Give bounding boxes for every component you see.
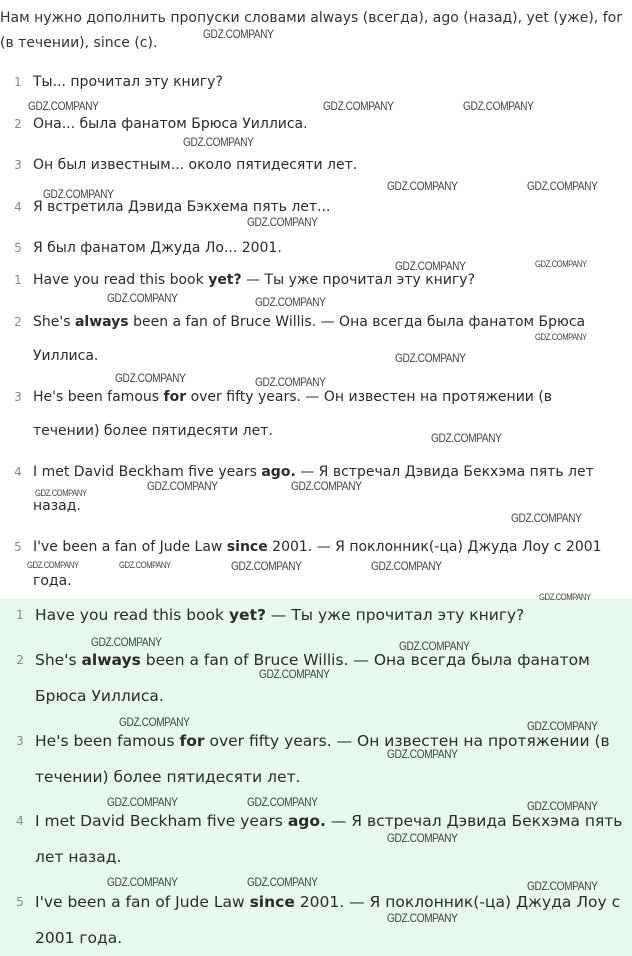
item-number: 3 — [14, 390, 22, 404]
watermark: GDZ.COMPANY — [511, 511, 582, 525]
answer-item — [0, 884, 630, 956]
answer-text: She's always been a fan of Bruce Willis. — Она всегда была фанатом Брюса Уиллиса. — [35, 651, 590, 705]
watermark: GDZ.COMPANY — [119, 715, 190, 729]
answer-item — [0, 803, 630, 875]
item-number: 2 — [16, 653, 24, 667]
watermark: GDZ.COMPANY — [527, 879, 598, 893]
watermark: GDZ.COMPANY — [535, 259, 587, 269]
watermark: GDZ.COMPANY — [107, 875, 178, 889]
item-number: 4 — [16, 814, 24, 828]
watermark: GDZ.COMPANY — [119, 560, 171, 570]
answer-keyword: ago. — [261, 464, 296, 480]
question-item — [0, 156, 630, 174]
answer-keyword: since — [249, 893, 295, 911]
watermark: GDZ.COMPANY — [43, 187, 114, 201]
question-item — [0, 115, 630, 133]
watermark: GDZ.COMPANY — [28, 99, 99, 113]
answer-item — [0, 380, 630, 448]
watermark: GDZ.COMPANY — [255, 375, 326, 389]
item-number: 5 — [14, 540, 22, 554]
question-text: Я встретила Дэвида Бэкхема пять лет... — [33, 199, 331, 215]
watermark: GDZ.COMPANY — [431, 431, 502, 445]
question-text: Я был фанатом Джуда Ло... 2001. — [33, 240, 282, 256]
watermark: GDZ.COMPANY — [387, 831, 458, 845]
question-item — [0, 239, 630, 257]
watermark: GDZ.COMPANY — [183, 135, 254, 149]
answer-keyword: since — [226, 539, 268, 555]
item-number: 2 — [14, 315, 22, 329]
watermark: GDZ.COMPANY — [395, 351, 466, 365]
answer-item — [0, 723, 630, 795]
watermark: GDZ.COMPANY — [399, 639, 470, 653]
answer-text: Have you read this book yet? — Ты уже прочитал эту книгу? — [35, 606, 525, 624]
item-number: 3 — [14, 158, 22, 172]
answer-keyword: for — [163, 389, 187, 405]
item-number: 2 — [14, 117, 22, 131]
answer-keyword: yet? — [228, 606, 266, 624]
watermark: GDZ.COMPANY — [115, 371, 186, 385]
item-number: 4 — [14, 465, 22, 479]
answer-text: I met David Beckham five years ago. — Я встречал Дэвида Бекхэма пять лет назад. — [35, 812, 623, 866]
answer-item — [0, 597, 630, 633]
watermark: GDZ.COMPANY — [387, 179, 458, 193]
watermark: GDZ.COMPANY — [231, 559, 302, 573]
answer-text: He's been famous for over fifty years. — Он известен на протяжении (в течении) более пятидесяти лет. — [33, 389, 553, 439]
watermark: GDZ.COMPANY — [387, 747, 458, 761]
item-number: 1 — [16, 608, 24, 622]
item-number: 1 — [14, 75, 22, 89]
answer-text: I met David Beckham five years ago. — Я встречал Дэвида Бекхэма пять лет назад. — [33, 464, 594, 514]
item-number: 4 — [14, 200, 22, 214]
watermark: GDZ.COMPANY — [371, 559, 442, 573]
watermark: GDZ.COMPANY — [259, 667, 330, 681]
answer-text: I've been a fan of Jude Law since 2001. — Я поклонник(-ца) Джуда Лоу с 2001 года. — [35, 893, 621, 947]
watermark: GDZ.COMPANY — [107, 291, 178, 305]
watermark: GDZ.COMPANY — [527, 719, 598, 733]
watermark: GDZ.COMPANY — [535, 332, 587, 342]
watermark: GDZ.COMPANY — [527, 179, 598, 193]
question-text: Ты... прочитал эту книгу? — [33, 74, 223, 90]
answer-text: He's been famous for over fifty years. — Он известен на протяжении (в течении) более пятидесяти лет. — [35, 732, 610, 786]
item-number: 3 — [16, 734, 24, 748]
watermark: GDZ.COMPANY — [323, 99, 394, 113]
watermark: GDZ.COMPANY — [395, 259, 466, 273]
watermark: GDZ.COMPANY — [203, 27, 274, 41]
watermark: GDZ.COMPANY — [35, 488, 87, 498]
answer-text: Have you read this book yet? — Ты уже прочитал эту книгу? — [33, 272, 476, 288]
watermark: GDZ.COMPANY — [539, 592, 591, 602]
answer-keyword: always — [81, 651, 141, 669]
answer-text: I've been a fan of Jude Law since 2001. — Я поклонник(-ца) Джуда Лоу с 2001 года. — [33, 539, 602, 589]
watermark: GDZ.COMPANY — [387, 911, 458, 925]
answer-keyword: for — [179, 732, 205, 750]
item-number: 5 — [14, 241, 22, 255]
watermark: GDZ.COMPANY — [255, 295, 326, 309]
question-text: Она... была фанатом Брюса Уиллиса. — [33, 116, 308, 132]
watermark: GDZ.COMPANY — [147, 479, 218, 493]
answer-keyword: yet? — [208, 272, 242, 288]
question-item — [0, 73, 630, 91]
watermark: GDZ.COMPANY — [247, 215, 318, 229]
item-number: 1 — [14, 273, 22, 287]
answer-keyword: ago. — [287, 812, 326, 830]
watermark: GDZ.COMPANY — [463, 99, 534, 113]
answer-item — [0, 530, 630, 598]
watermark: GDZ.COMPANY — [27, 560, 79, 570]
watermark: GDZ.COMPANY — [91, 635, 162, 649]
question-text: Он был известным... около пятидесяти лет. — [33, 157, 358, 173]
item-number: 5 — [16, 895, 24, 909]
watermark: GDZ.COMPANY — [527, 799, 598, 813]
answer-keyword: always — [74, 314, 129, 330]
watermark: GDZ.COMPANY — [107, 795, 178, 809]
task-description: Нам нужно дополнить пропуски словами always (всегда), ago (назад), yet (уже), for (в течении), since (с). — [0, 10, 622, 51]
watermark: GDZ.COMPANY — [247, 875, 318, 889]
watermark: GDZ.COMPANY — [247, 795, 318, 809]
watermark: GDZ.COMPANY — [291, 479, 362, 493]
answer-text: She's always been a fan of Bruce Willis. — Она всегда была фанатом Брюса Уиллиса. — [33, 314, 586, 364]
